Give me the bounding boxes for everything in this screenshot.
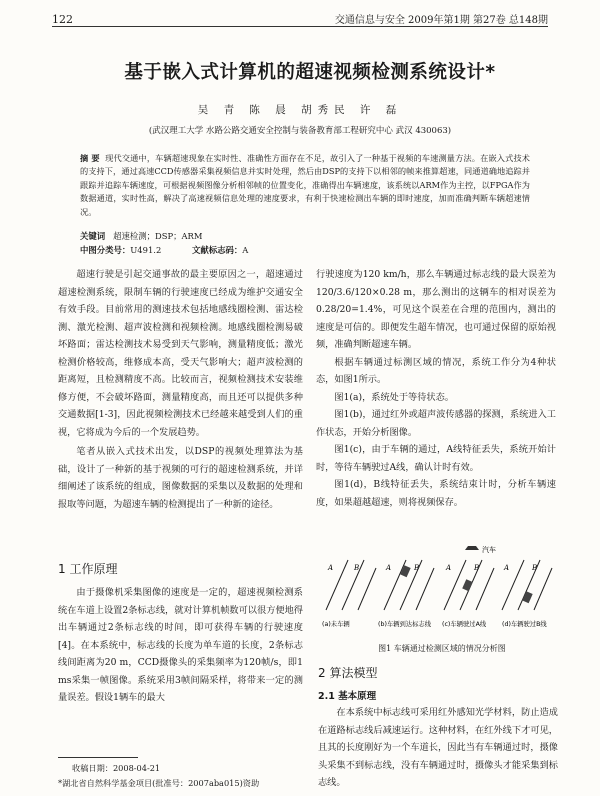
car-marker: [465, 545, 496, 554]
keywords-text: 超速检测；DSP；ARM: [113, 231, 203, 241]
state-d: 图1(d)，B线特征丢失，系统结束计时，分析车辆速度，如果超越超速，则将视频保存。: [316, 479, 556, 508]
panel-c-line-b: B: [474, 564, 480, 572]
panel-b-line-b: B: [414, 564, 420, 572]
panel-b: [384, 560, 434, 610]
car-label: 汽车: [482, 546, 496, 554]
journal-info: 交通信息与安全 2009年第1期 第27卷 总148期: [334, 15, 548, 26]
right-column: [316, 266, 556, 511]
keywords: [80, 230, 202, 242]
abstract-text: 现代交通中，车辆超速现象在实时性、准确性方面存在不足，故引入了一种基于视频的车速测量方法。在嵌入式技术的支持下，通过高速CCD传感器采集视频信息并实时处理，然后由DSP的支持下以相邻的帧来推算超速，同通道确地追踪并跟踪并追踪车辆速度，可根据视频图像分析相邻帧的位置变化，准确得出车辆速度，该系统以ARM作为主控，以FPGA作为数据通道，实时性高，解决了高速视频信息处理的速度要求，有利于快速检测出车辆的即时速度，加而准确判断车辆超速情况。: [80, 153, 530, 217]
car-icon: [465, 546, 479, 550]
panel-c: [444, 560, 494, 610]
state-b: 图1(b)，通过红外或超声波传感器的探测，系统进入工作状态，开始分析图像。: [316, 409, 556, 438]
panel-a-line-a: A: [328, 564, 334, 572]
left-column: [58, 266, 303, 513]
abstract-label: 摘 要: [80, 153, 100, 163]
fund-note: *湖北省自然科学基金项目(批准号：2007aba015)资助: [58, 778, 260, 788]
abstract: [80, 152, 530, 219]
keywords-label: 关键词: [80, 231, 106, 241]
state-a: 图1(a)，系统处于等待状态。: [334, 391, 454, 403]
affiliation: (武汉理工大学 水路公路交通安全控制与装备教育部工程研究中心 武汉 430063): [148, 126, 452, 136]
panel-d: [502, 560, 552, 610]
clc: 中图分类号：U491.2: [80, 245, 162, 255]
subcaption-c: (c)车辆驶过A线: [442, 621, 487, 628]
running-header: [52, 8, 548, 27]
right-paragraph-2: 根据车辆通过标测区域的情况，系统工作分为4种状态，如图1所示。: [316, 356, 556, 385]
figure-caption: 图1 车辆通过检测区域的情况分析图: [378, 644, 506, 653]
panel-d-line-b: B: [532, 564, 538, 572]
intro-paragraph-2: 笔者从嵌入式技术出发，以DSP的视频处理算法为基础，设计了一种新的基于视频的可行的超速检测系统，并详细阐述了该系统的组成，图像数据的采集以及数据的处理和报取等问题，为超速车辆的检测提出了一种新的途径。: [58, 446, 303, 510]
panel-b-line-a: A: [386, 564, 392, 572]
classification: [80, 244, 276, 256]
panel-a: [326, 560, 376, 610]
basic-principle-column: [318, 704, 558, 792]
right-paragraph-1: 行驶速度为120 km/h，那么车辆通过标志线的最大误差为120/3.6/120×0.28 m，那么测出的这辆车的相对误差为0.28/20=1.4%，可见这个误差在合理的范围内，测出的速度是可信的。即便发生超车情况，也可通过保留的原始视频，准确判断超速车辆。: [316, 269, 556, 350]
state-c: 图1(c)，由于车辆的通过，A线特征丢失，系统开始计时，等待车辆驶过A线，确认计时有效。: [316, 444, 556, 473]
page-number: 122: [52, 13, 73, 26]
footnote-divider: [58, 757, 138, 758]
subcaption-a: (a)未车辆: [322, 621, 350, 628]
panel-d-line-a: A: [504, 564, 510, 572]
subcaption-d: (d)车辆驶过B线: [502, 621, 547, 628]
basic-principle-paragraph: 在本系统中标志线可采用红外感知光学材料，防止造成在道路标志线后减速运行。这种材料，在红外线下才可见，且其的长度刚好为一个车道长，因此当有车辆通过时，摄像头采集不到标志线，没有车辆通过时，摄像头才能采集到标志线。: [318, 707, 558, 788]
principle-column: [58, 584, 303, 707]
received-date: 收稿日期：2008-04-21: [72, 763, 161, 773]
paper-title: 基于嵌入式计算机的超速视频检测系统设计*: [124, 62, 496, 83]
section-2-heading: 2 算法模型: [318, 666, 378, 680]
doc-code: 文献标志码：A: [191, 245, 249, 255]
panel-a-line-b: B: [354, 564, 360, 572]
authors: 吴 青 陈 晨 胡秀民 许 磊: [197, 104, 403, 116]
subcaption-b: (b)车辆到达标志线: [378, 621, 431, 628]
section-1-heading: 1 工作原理: [58, 562, 118, 576]
panel-c-line-a: A: [446, 564, 452, 572]
principle-paragraph: 由于摄像机采集图像的速度是一定的，超速视频检测系统在车道上设置2条标志线，就对计算机帧数可以很方便地得出车辆通过2条标志线的时间，即可获得车辆的行驶速度[4]。在本系统中，标志线的长度为单车道的长度，2条标志线间距离为20 m，CCD摄像头的采集频率为120帧/s，即1 ms采集一帧图像。系统采用3帧间隔采样，将带来一定的测量误差。假设1辆车的最大: [58, 587, 303, 703]
figure-1: [318, 540, 558, 640]
subsection-2-1-heading: 2.1 基本原理: [318, 691, 377, 702]
intro-paragraph-1: 超速行驶是引起交通事故的最主要原因之一，超速通过超速检测系统，限制车辆的行驶速度已经成为维护交通安全有效手段。目前常用的测速技术包括地感线圈检测、雷达检测、激光检测、超声波检测和视频检测。地感线圈检测易破坏路面；雷达检测技术易受到天气影响，测量精度低；激光检测价格较高，维修成本高，受天气影响大；超声波检测的距离短，且检测精度不高。比较而言，视频检测技术安装维修方便，不会破坏路面，测量精度高，而且还可以提供多种交通数据[1-3]，因此视频检测技术已经越来越受到人们的重视，它将成为今后的一个发展趋势。: [58, 269, 303, 438]
